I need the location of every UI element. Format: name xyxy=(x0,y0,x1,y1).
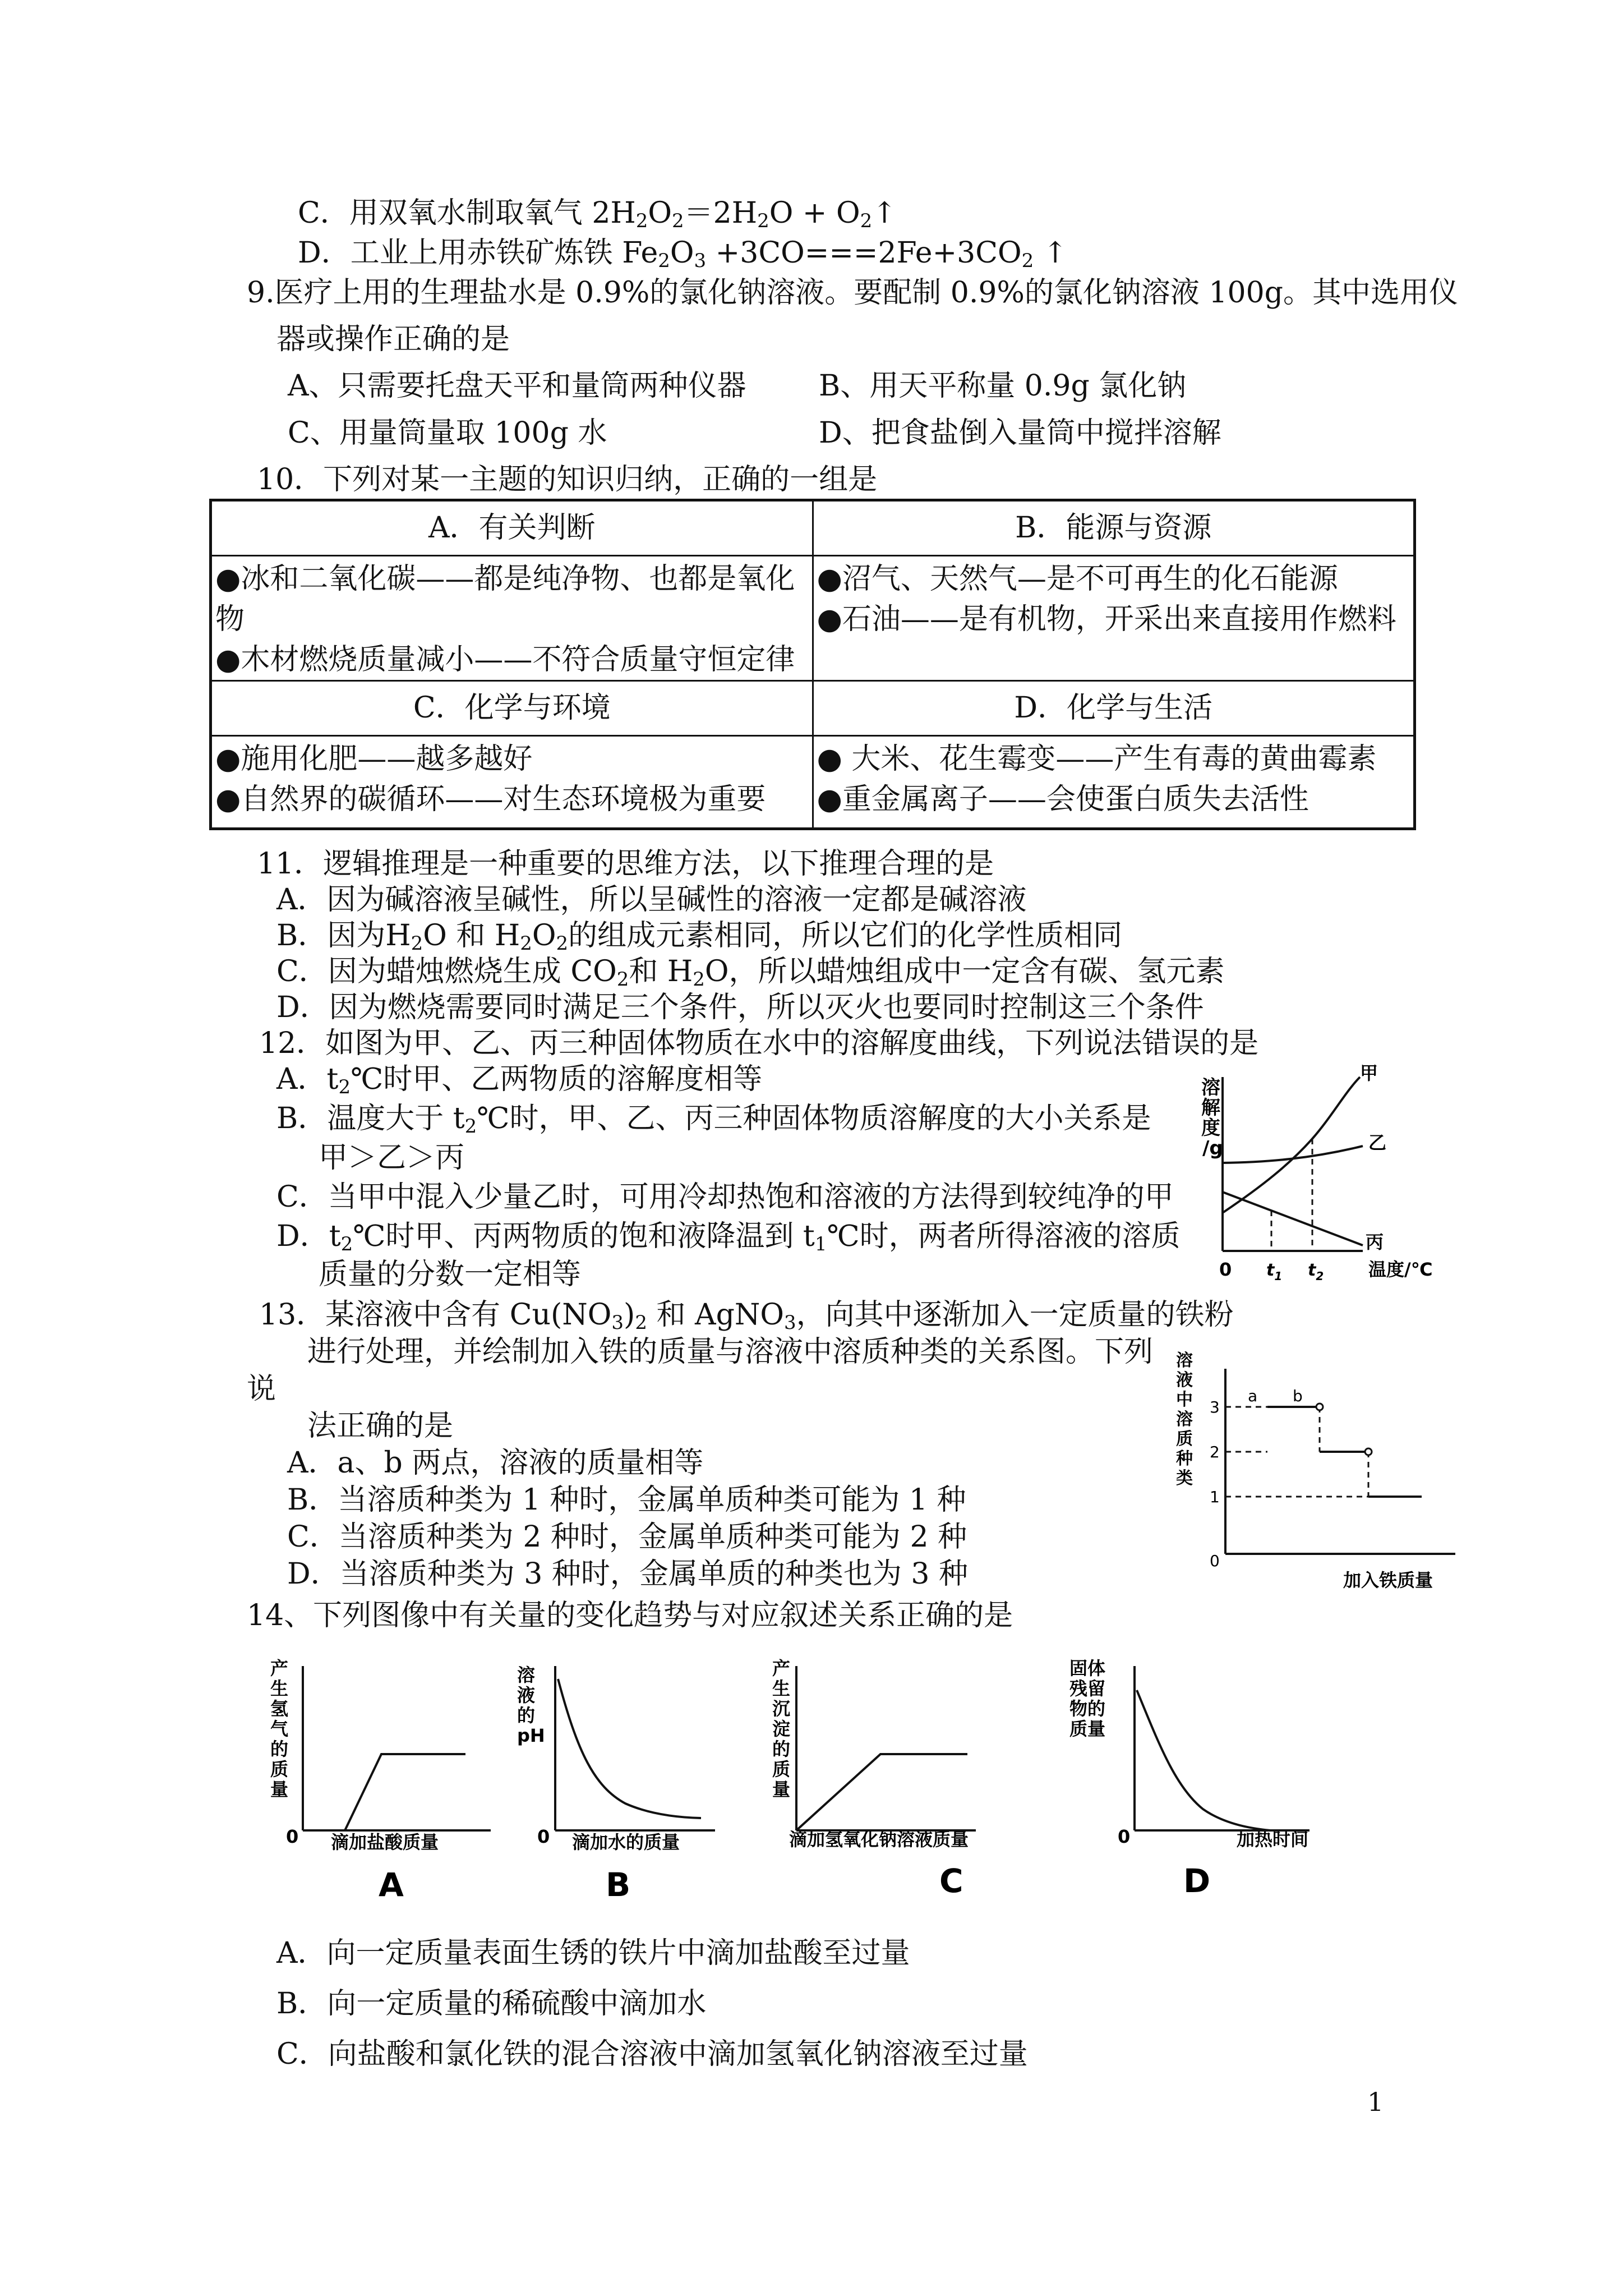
q13-stem-line1: 13．某溶液中含有 $Cu(NO_3)_2$ 和 AgNO$_3$，向其中逐渐加入一定质量的铁粉 xyxy=(259,1298,1234,1334)
curve-jia xyxy=(1223,1077,1360,1213)
graph-ylabel-char: /g xyxy=(1202,1137,1223,1159)
q13-stem-line4: 法正确的是 xyxy=(307,1409,454,1443)
curve-bing xyxy=(1223,1192,1363,1245)
q14-graph-c xyxy=(771,1658,1108,1904)
table-head-c: C．化学与环境 xyxy=(211,681,813,736)
q13-option-d: D．当溶质种类为 3 种时，金属单质的种类也为 3 种 xyxy=(287,1557,968,1591)
table-head-b: B．能源与资源 xyxy=(813,500,1415,556)
q9-stem-line2: 器或操作正确的是 xyxy=(276,323,510,356)
graph-ylabel-char: 质 xyxy=(772,1759,791,1780)
q13-option-c: C．当溶质种类为 2 种时，金属单质种类可能为 2 种 xyxy=(287,1520,967,1554)
q11-option-c: C．因为蜡烛燃烧生成 $CO_2$和 $H_2O$，所以蜡烛组成中一定含有碳、氢元素 xyxy=(276,955,1225,991)
q13-option-a: A．a、b 两点，溶液的质量相等 xyxy=(287,1446,704,1480)
graph-ylabel-char: 质 xyxy=(1069,1718,1088,1740)
q12-stem: 12．如图为甲、乙、丙三种固体物质在水中的溶解度曲线，下列说法错误的是 xyxy=(259,1027,1259,1060)
table-cell-c: ●施用化肥——越多越好 ●自然界的碳循环——对生态环境极为重要 xyxy=(211,736,813,829)
graph-ylabel-char: 质 xyxy=(1176,1429,1193,1449)
q12-option-a: A．$t_2℃$时甲、乙两物质的溶解度相等 xyxy=(276,1062,763,1098)
graph-curve xyxy=(796,1754,967,1830)
q12-option-d-line2: 质量的分数一定相等 xyxy=(319,1258,582,1291)
graph-ylabel-char: 溶 xyxy=(1201,1076,1220,1099)
graph-ylabel-char: 的 xyxy=(517,1705,536,1726)
q9-option-b: B、用天平称量 0.9g 氯化钠 xyxy=(819,369,1187,403)
q10-stem: 10．下列对某一主题的知识归纳，正确的一组是 xyxy=(257,463,878,496)
graph-ylabel-char: 种 xyxy=(1176,1449,1193,1469)
y-tick-1: 1 xyxy=(1210,1488,1220,1506)
open-point-2 xyxy=(1365,1448,1372,1455)
graph-ylabel-char: 量 xyxy=(270,1779,289,1800)
q12-option-b-line2: 甲＞乙＞丙 xyxy=(319,1141,465,1175)
graph-letter: B xyxy=(606,1866,631,1904)
table-cell-d: ● 大米、花生霉变——产生有毒的黄曲霉素 ●重金属离子——会使蛋白质失去活性 xyxy=(813,736,1415,829)
table-head-d: D．化学与生活 xyxy=(813,681,1415,736)
graph-curve xyxy=(345,1754,465,1830)
graph-ylabel-char: 的 xyxy=(772,1738,791,1760)
q14-graph-a xyxy=(269,1658,510,1904)
graph-origin: 0 xyxy=(1210,1552,1220,1570)
q9-option-d: D、把食盐倒入量筒中搅拌溶解 xyxy=(819,416,1221,450)
graph-ylabel-char: 溶 xyxy=(517,1664,536,1686)
graph-ylabel-char: 的 xyxy=(270,1738,289,1760)
q12-option-c: C．当甲中混入少量乙时，可用冷却热饱和溶液的方法得到较纯净的甲 xyxy=(276,1180,1174,1214)
q13-solute-type-graph xyxy=(1175,1346,1489,1599)
graph-ylabel-char: 固 xyxy=(1069,1658,1088,1679)
graph-xlabel: 滴加水的质量 xyxy=(572,1832,680,1853)
q8-option-d: D．工业上用赤铁矿炼铁 $Fe_2O_3 +3CO===2Fe+3CO_2$ ↑ xyxy=(298,236,1068,272)
graph-ylabel-char: 产 xyxy=(772,1658,791,1679)
graph-ylabel-char: 沉 xyxy=(772,1698,791,1719)
q14-stem: 14、下列图像中有关量的变化趋势与对应叙述关系正确的是 xyxy=(247,1599,1013,1632)
q11-option-a: A．因为碱溶液呈碱性，所以呈碱性的溶液一定都是碱溶液 xyxy=(276,883,1027,917)
graph-ylabel-char: 液 xyxy=(517,1685,536,1706)
y-tick-3: 3 xyxy=(1210,1398,1220,1416)
graph-ylabel-char: 液 xyxy=(1176,1370,1193,1390)
q12-option-b-line1: B．温度大于 $t_2℃$时，甲、乙、丙三种固体物质溶解度的大小关系是 xyxy=(276,1102,1151,1138)
graph-origin: 0 xyxy=(1118,1826,1131,1847)
t1-label: $t_1$ xyxy=(1266,1260,1283,1283)
y-tick-2: 2 xyxy=(1210,1443,1220,1461)
graph-ylabel-char: pH xyxy=(517,1725,545,1746)
graph-ylabel-char: 质 xyxy=(270,1759,289,1780)
graph-letter: C xyxy=(939,1862,963,1900)
q13-stem-line3: 说 xyxy=(247,1372,276,1406)
label-jia: 甲 xyxy=(1360,1062,1378,1084)
graph-ylabel-char: 溶 xyxy=(1176,1410,1193,1429)
graph-ylabel-char: 氢 xyxy=(270,1698,289,1719)
table-cell-a: ●冰和二氧化碳——都是纯净物、也都是氧化物 ●木材燃烧质量减小——不符合质量守恒定律 xyxy=(211,556,813,681)
graph-ylabel-char: 量 xyxy=(1087,1718,1106,1740)
graph-ylabel-char: 淀 xyxy=(772,1718,791,1740)
q14-graph-b xyxy=(516,1658,757,1904)
graph-ylabel-char: 解 xyxy=(1201,1097,1220,1119)
q12-option-d-line1: D．$t_2℃$时甲、丙两物质的饱和液降温到 $t_1℃$时，两者所得溶液的溶质 xyxy=(276,1220,1181,1255)
graph-origin: 0 xyxy=(1219,1259,1232,1280)
graph-ylabel-char: 的 xyxy=(1087,1698,1106,1719)
graph-ylabel-char: 类 xyxy=(1176,1469,1193,1488)
label-bing: 丙 xyxy=(1366,1231,1384,1253)
graph-ylabel-char: 量 xyxy=(772,1779,791,1800)
table-cell-b: ●沼气、天然气—是不可再生的化石能源 ●石油——是有机物，开采出来直接用作燃料 xyxy=(813,556,1415,681)
q13-stem-line2: 进行处理，并绘制加入铁的质量与溶液中溶质种类的关系图。下列 xyxy=(307,1335,1154,1369)
graph-ylabel-char: 生 xyxy=(270,1678,289,1699)
graph-letter: D xyxy=(1183,1862,1211,1900)
point-a-label: a xyxy=(1248,1387,1258,1405)
graph-ylabel-char: 中 xyxy=(1176,1390,1193,1410)
graph-ylabel-char: 溶 xyxy=(1176,1351,1193,1370)
graph-ylabel-char: 残 xyxy=(1069,1678,1088,1699)
label-yi: 乙 xyxy=(1368,1132,1387,1153)
graph-xlabel: 加入铁质量 xyxy=(1343,1570,1433,1591)
graph-letter: A xyxy=(379,1866,404,1904)
page-number: 1 xyxy=(1367,2087,1384,2117)
graph-origin: 0 xyxy=(286,1826,299,1847)
graph-xlabel: 温度/℃ xyxy=(1368,1259,1433,1280)
q10-knowledge-table xyxy=(209,499,1416,830)
q14-option-b: B．向一定质量的稀硫酸中滴加水 xyxy=(276,1987,707,2021)
q14-option-a: A．向一定质量表面生锈的铁片中滴加盐酸至过量 xyxy=(276,1936,910,1970)
q8-option-c: C．用双氧水制取氧气 $2H_2O_2=2H_2O$ + $O_2↑$ xyxy=(298,196,897,232)
graph-ylabel-char: 物 xyxy=(1069,1698,1088,1719)
q11-option-b: B．因为$H_2O$ 和 $H_2O_2$的组成元素相同，所以它们的化学性质相同 xyxy=(276,919,1123,955)
q9-option-c: C、用量筒量取 100g 水 xyxy=(288,416,607,450)
q9-option-a: A、只需要托盘天平和量筒两种仪器 xyxy=(288,369,746,403)
q13-option-b: B．当溶质种类为 1 种时，金属单质种类可能为 1 种 xyxy=(287,1483,966,1517)
graph-origin: 0 xyxy=(537,1826,550,1847)
graph-ylabel-char: 产 xyxy=(270,1658,289,1679)
graph-curve xyxy=(558,1679,701,1818)
graph-ylabel-char: 气 xyxy=(270,1718,289,1740)
q11-stem: 11．逻辑推理是一种重要的思维方法，以下推理合理的是 xyxy=(257,847,994,881)
open-point-3 xyxy=(1316,1404,1323,1410)
t2-label: $t_2$ xyxy=(1308,1260,1324,1283)
graph-curve xyxy=(1137,1690,1270,1830)
graph-ylabel-char: 生 xyxy=(772,1678,791,1699)
graph-ylabel-char: 体 xyxy=(1087,1658,1106,1679)
point-b-label: b xyxy=(1293,1387,1303,1405)
graph-xlabel: 滴加氢氧化钠溶液质量 xyxy=(789,1829,969,1850)
q14-graph-d xyxy=(1068,1658,1360,1904)
q14-option-c: C．向盐酸和氯化铁的混合溶液中滴加氢氧化钠溶液至过量 xyxy=(276,2037,1028,2071)
table-head-a: A．有关判断 xyxy=(211,500,813,556)
q12-solubility-graph xyxy=(1178,1062,1433,1307)
graph-ylabel-char: 度 xyxy=(1201,1117,1220,1139)
q9-stem-line1: 9.医疗上用的生理盐水是 0.9%的氯化钠溶液。要配制 0.9%的氯化钠溶液 100g。其中选用仪 xyxy=(247,276,1458,310)
graph-ylabel-char: 留 xyxy=(1087,1678,1106,1699)
graph-xlabel: 加热时间 xyxy=(1237,1829,1309,1850)
q11-option-d: D．因为燃烧需要同时满足三个条件，所以灭火也要同时控制这三个条件 xyxy=(276,991,1204,1024)
graph-xlabel: 滴加盐酸质量 xyxy=(331,1832,439,1853)
